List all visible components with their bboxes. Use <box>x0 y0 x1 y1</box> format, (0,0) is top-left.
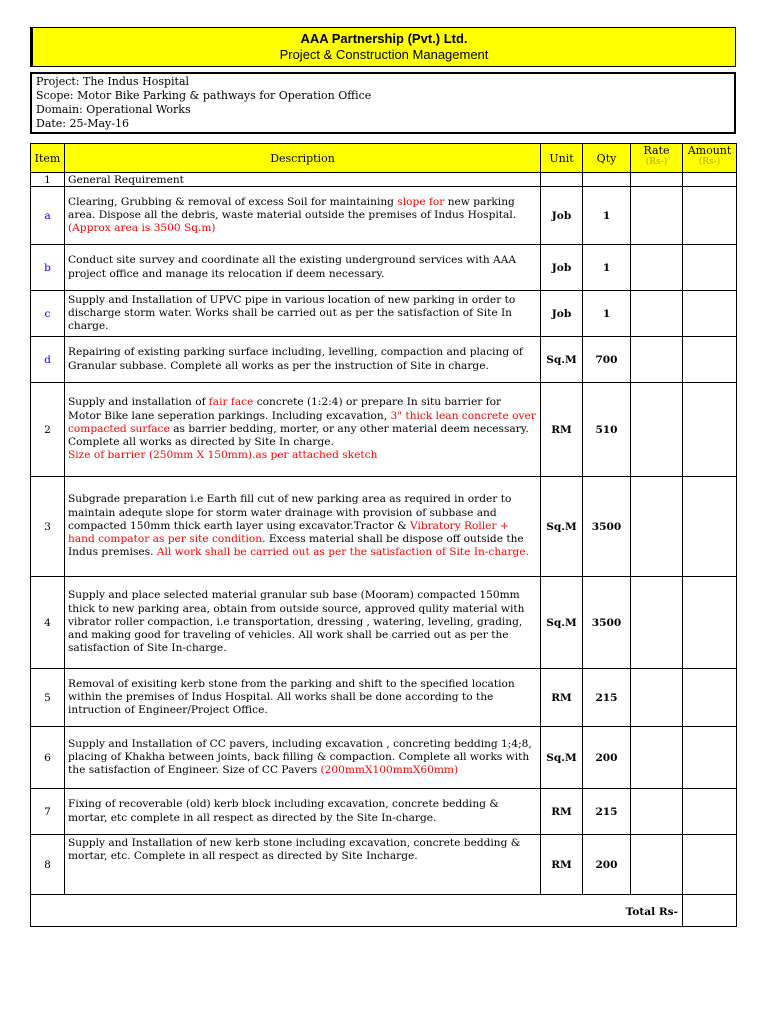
header-amount <box>683 144 737 173</box>
desc-highlight: 3" thick lean concrete over compacted surface <box>68 409 536 435</box>
desc-text: Clearing, Grubbing & removal of excess Soil for maintaining <box>68 195 398 208</box>
desc-text: Supply and installation of <box>68 396 209 409</box>
table-row <box>31 577 737 669</box>
row-description <box>65 727 541 789</box>
row-description <box>65 383 541 477</box>
desc-text: new parking area. Dispose all the debris, waste material outside the premises of Indus Hospital. <box>68 195 517 221</box>
row-unit: RM <box>541 789 583 835</box>
table-row <box>31 727 737 789</box>
desc-highlight: fair face <box>208 396 254 409</box>
row-unit: Sq.M <box>541 727 583 789</box>
row-description: Supply and place selected material granular sub base (Mooram) compacted 150mm thick to new parking area, obtain from outside source, approved qulity material with vibrator roller compaction, i.e transportation, dressing , watering, leveling, grading, and making good for traveling of vehicles. All work shall be carried out as per the satisfaction of Site In-charge. <box>65 577 541 669</box>
row-item: b <box>31 245 65 291</box>
desc-text: Supply and Installation of CC pavers, including excavation , concreting bedding 1;4;8, placing of Khakha between joints, back filling & compaction. Complete all works with the satisfaction of Engineer. Size of CC Pavers <box>68 737 532 777</box>
row-description: Supply and Installation of UPVC pipe in various location of new parking in order to discharge storm water. Works shall be carried out as per the satisfaction of Site In charge. <box>65 291 541 337</box>
row-amount <box>683 577 737 669</box>
table-row <box>31 383 737 477</box>
company-header <box>30 27 736 67</box>
row-qty: 1 <box>583 187 631 245</box>
boq-table <box>30 143 737 927</box>
row-qty: 3500 <box>583 577 631 669</box>
header-rate-unit: (Rs-) <box>645 157 668 167</box>
domain-line: Domain: Operational Works <box>36 103 191 116</box>
row-qty: 200 <box>583 835 631 895</box>
row-rate <box>631 291 683 337</box>
section-item: 1 <box>31 173 65 187</box>
date-line: Date: 25-May-16 <box>36 117 129 130</box>
desc-note: Size of barrier (250mm X 150mm).as per attached sketch <box>68 449 378 462</box>
row-qty: 1 <box>583 291 631 337</box>
scope-line: Scope: Motor Bike Parking & pathways for Operation Office <box>36 89 372 102</box>
row-amount <box>683 477 737 577</box>
header-rate <box>631 144 683 173</box>
row-unit: Sq.M <box>541 337 583 383</box>
total-label: Total Rs- <box>31 895 683 927</box>
header-amount-unit: (Rs-) <box>698 157 721 167</box>
section-title: General Requirement <box>65 173 541 187</box>
row-description: Conduct site survey and coordinate all the existing underground services with AAA project office and manage its relocation if deem necessary. <box>65 245 541 291</box>
table-header-row <box>31 144 737 173</box>
desc-text: Subgrade preparation i.e Earth fill cut of new parking area as required in order to maintain adequte slope for storm water drainage with provision of subbase and compacted 150mm thick earth layer using excavator.Tractor & <box>68 493 512 532</box>
table-row <box>31 835 737 895</box>
row-rate <box>631 245 683 291</box>
row-amount <box>683 789 737 835</box>
row-qty: 215 <box>583 669 631 727</box>
row-rate <box>631 337 683 383</box>
row-rate <box>631 577 683 669</box>
row-item: 8 <box>31 835 65 895</box>
row-description <box>65 187 541 245</box>
row-qty: 200 <box>583 727 631 789</box>
desc-highlight: Vibratory Roller + hand compator as per site condition <box>68 519 509 546</box>
row-description: Repairing of existing parking surface including, levelling, compaction and placing of Granular subbase. Complete all works as per the instruction of Site in charge. <box>65 337 541 383</box>
row-amount <box>683 727 737 789</box>
row-qty: 215 <box>583 789 631 835</box>
row-rate <box>631 187 683 245</box>
company-name: AAA Partnership (Pvt.) Ltd. <box>300 31 468 46</box>
row-item: 5 <box>31 669 65 727</box>
table-row <box>31 337 737 383</box>
table-row <box>31 477 737 577</box>
desc-text: concrete (1:2:4) or prepare In situ barrier for Motor Bike lane seperation parkings. Including excavation, <box>68 396 502 422</box>
row-unit: Job <box>541 187 583 245</box>
row-unit: Sq.M <box>541 577 583 669</box>
table-row <box>31 187 737 245</box>
row-description: Fixing of recoverable (old) kerb block including excavation, concrete bedding & mortar, etc complete in all respect as directed by the Site In-charge. <box>65 789 541 835</box>
row-item: c <box>31 291 65 337</box>
row-rate <box>631 477 683 577</box>
row-rate <box>631 727 683 789</box>
company-subtitle: Project & Construction Management <box>279 47 489 62</box>
table-row <box>31 245 737 291</box>
project-info <box>30 72 736 134</box>
section-row <box>31 173 737 187</box>
desc-text: as barrier bedding, morter, or any other material deem necessary. Complete all works as directed by Site In charge. <box>68 422 529 449</box>
row-unit: RM <box>541 383 583 477</box>
table-row <box>31 789 737 835</box>
row-amount <box>683 187 737 245</box>
row-rate <box>631 383 683 477</box>
row-description <box>65 477 541 577</box>
row-item: 3 <box>31 477 65 577</box>
row-amount <box>683 245 737 291</box>
desc-text: . Excess material shall be dispose off outside the Indus premises. <box>68 533 524 559</box>
row-qty: 510 <box>583 383 631 477</box>
header-unit: Unit <box>541 144 583 173</box>
row-unit: Job <box>541 245 583 291</box>
row-item: 7 <box>31 789 65 835</box>
desc-highlight: (200mmX100mmX60mm) <box>320 764 459 777</box>
header-item: Item <box>31 144 65 173</box>
row-item: 2 <box>31 383 65 477</box>
desc-highlight: All work shall be carried out as per the satisfaction of Site In-charge. <box>156 546 529 559</box>
row-qty: 1 <box>583 245 631 291</box>
header-description: Description <box>65 144 541 173</box>
row-rate <box>631 669 683 727</box>
desc-highlight: slope for <box>397 195 445 208</box>
table-row <box>31 669 737 727</box>
row-unit: RM <box>541 669 583 727</box>
row-qty: 700 <box>583 337 631 383</box>
row-item: a <box>31 187 65 245</box>
row-rate <box>631 835 683 895</box>
header-rate-label: Rate <box>643 144 670 157</box>
row-description: Supply and Installation of new kerb stone including excavation, concrete bedding & mortar, etc. Complete in all respect as directed by Site Incharge. <box>65 835 541 895</box>
row-unit: Job <box>541 291 583 337</box>
header-qty: Qty <box>583 144 631 173</box>
total-amount <box>683 895 737 927</box>
row-qty: 3500 <box>583 477 631 577</box>
row-item: 4 <box>31 577 65 669</box>
header-amount-label: Amount <box>687 144 732 157</box>
desc-note: (Approx area is 3500 Sq.m) <box>68 222 216 235</box>
row-item: 6 <box>31 727 65 789</box>
total-row <box>31 895 737 927</box>
project-line: Project: The Indus Hospital <box>36 75 190 88</box>
row-description: Removal of exisiting kerb stone from the parking and shift to the specified location within the premises of Indus Hospital. All works shall be done according to the intruction of Engineer/Project Office. <box>65 669 541 727</box>
row-amount <box>683 337 737 383</box>
row-amount <box>683 835 737 895</box>
row-unit: Sq.M <box>541 477 583 577</box>
row-amount <box>683 669 737 727</box>
row-amount <box>683 291 737 337</box>
row-item: d <box>31 337 65 383</box>
row-unit: RM <box>541 835 583 895</box>
row-rate <box>631 789 683 835</box>
table-row <box>31 291 737 337</box>
row-amount <box>683 383 737 477</box>
